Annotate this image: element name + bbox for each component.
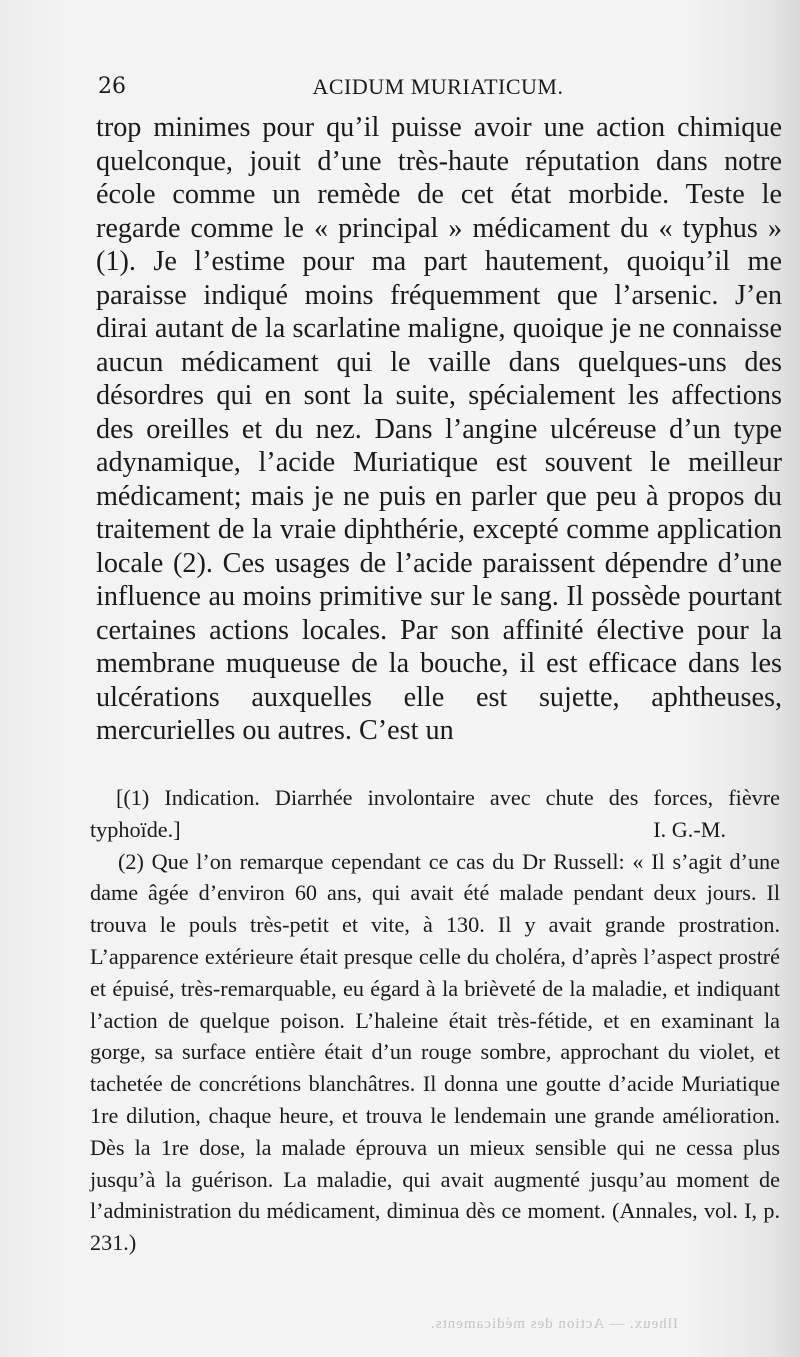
footnote-1-text: [(1) Indication. Diarrhée involontaire avec chute des forces, fièvre typhoïde.]	[90, 785, 780, 842]
page-number: 26	[98, 74, 126, 99]
running-title: ACIDUM MURIATICUM.	[312, 74, 564, 99]
footnote-2: (2) Que l’on remarque cependant ce cas du Dr Russell: « Il s’agit d’une dame âgée d’environ 60 ans, qui avait été malade pendant deux jours. Il trouva le pouls très-petit et vite, à 130. Il y avait grande prostration. L’apparence extérieure était presque celle du choléra, d’après l’aspect prostré et épuisé, très-remarquable, eu égard à la brièveté de la maladie, et indiquant l’action de quelque poison. L’haleine était très-fétide, et en examinant la gorge, sa surface entière était d’un rouge sombre, approchant du violet, et tachetée de concrétions blanchâtres. Il donna une goutte d’acide Muriatique 1re dilution, chaque heure, et trouva le lendemain une grande amélioration. Dès la 1re dose, la malade éprouva un mieux sensible qui ne cessa plus jusqu’à la guérison. La maladie, qui avait augmenté jusqu’au moment de l’administration du médicament, diminua dès ce moment. (Annales, vol. I, p. 231.)	[90, 848, 780, 1256]
footnote-1-signature: I. G.-M.	[653, 816, 726, 842]
main-text	[96, 111, 782, 748]
running-head	[98, 74, 778, 104]
body-paragraph: trop minimes pour qu’il puisse avoir une action chimique quelconque, jouit d’une très-haute réputation dans notre école comme un remède de cet état morbide. Teste le regarde comme le « principal » médicament du « typhus » (1). Je l’estime pour ma part hautement, quoiqu’il me paraisse indiqué moins fréquemment que l’arsenic. J’en dirai autant de la scarlatine maligne, quoique je ne connaisse aucun médicament qui le vaille dans quelques-uns des désordres qui en sont la suite, spécialement les affections des oreilles et du nez. Dans l’angine ulcéreuse d’un type adynamique, l’acide Muriatique est souvent le meilleur médicament; mais je ne puis en parler que peu à propos du traitement de la vraie diphthérie, excepté comme application locale (2). Ces usages de l’acide paraissent dépendre d’une influence au moins primitive sur le sang. Il possède pourtant certaines actions locales. Par son affinité élective pour la membrane muqueuse de la bouche, il est efficace dans les ulcérations auxquelles elle est sujette, aphtheuses, mercurielles ou autres. C’est un	[96, 112, 782, 746]
footnotes	[90, 782, 780, 1259]
bleed-through-text: Ilheux. — Action des médicaments.	[430, 1316, 678, 1332]
